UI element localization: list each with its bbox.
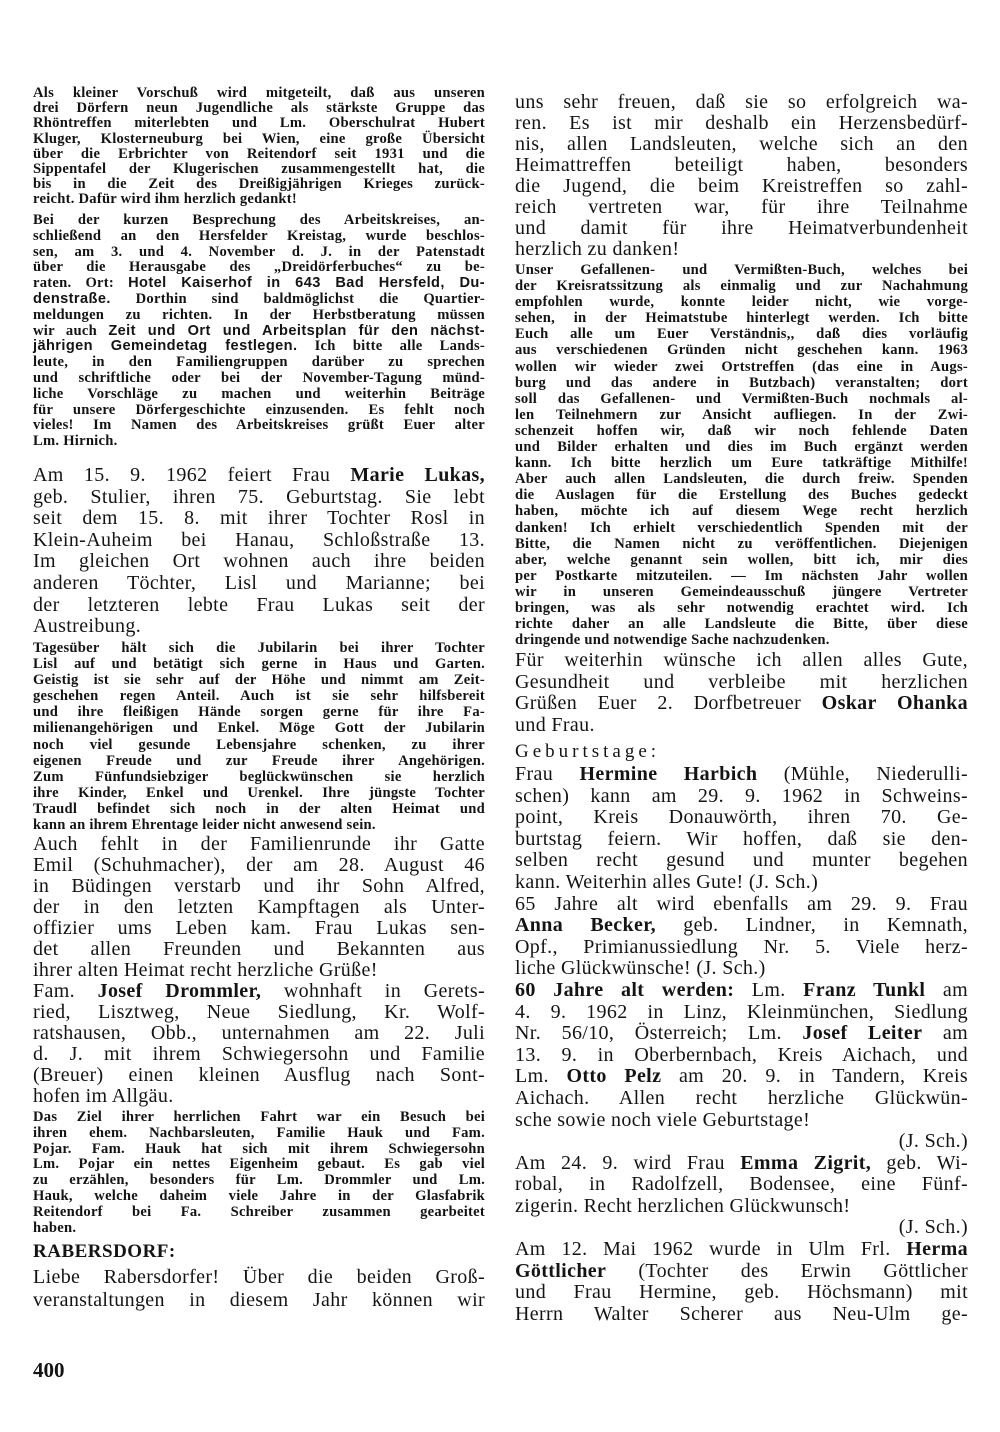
text-line [515,1153,968,1175]
text-line: Auch fehlt in der Familienrunde ihr Gatte [33,833,485,855]
text-line: Für weiterhin wünsche ich allen alles Gute, [515,649,968,671]
text-line: der letzteren lebte Frau Lukas seit der [33,593,485,616]
text-line: haben, möchte ich auf diesem Wege recht herzlich [515,503,968,520]
bold-text: Marie Lukas, [350,464,485,486]
text-line: 4. 9. 1962 in Linz, Kleinmünchen, Siedlung [515,1000,968,1023]
text-line: Bitte, die Namen nicht zu veröffentlichen. Diejenigen [515,535,968,552]
text-line: Als kleiner Vorschuß wird mitgeteilt, daß aus unseren [33,85,485,101]
bold-text: Oskar Ohanka [821,692,968,715]
text-line: (J. Sch.) [898,1216,968,1239]
article-memorial-book [515,262,968,648]
text-line: Opf., Primianussiedlung Nr. 5. Viele herz- [515,935,968,958]
text-line: 13. 9. in Oberbernbach, Kreis Aichach, und [515,1043,968,1066]
text-line: richte daher an alle Landsleute die Bitte, über diese [515,616,968,633]
text-line [515,764,968,786]
text-line: Klein-Auheim bei Hanau, Schloßstraße 13. [33,528,485,551]
paragraph [33,213,485,450]
text-segment: Am 15. 9. 1962 feiert Frau [33,464,351,486]
text-line [33,292,485,308]
text-segment: Fam. [33,980,98,1002]
text-line: zigerin. Recht herzlichen Glückwunsch! [515,1194,851,1217]
text-line [33,465,485,487]
paragraph [33,834,485,981]
text-line [515,915,968,937]
text-line [33,981,485,1002]
text-line: die Auslagen für die Erstellung des Buches gedeckt [515,487,968,504]
text-line: und Frau. [515,713,595,736]
paragraph [515,262,968,648]
text-segment: Dorthin sind baldmöglichst die Quartier- [110,290,485,307]
section-heading-birthdays [515,740,968,764]
text-line: meldungen zu richten. In der Herbstberatung müssen [33,306,485,323]
paragraph [515,740,968,764]
text-line [515,980,968,1002]
text-line: und Bilder erhalten und dies im Buch ergänzt werden [515,439,968,456]
text-line: dringende und notwendige Sache nachzudenken. [515,632,830,649]
text-line: Geistig ist sie sehr auf der Höhe und nimmt am Zeit- [33,672,485,689]
text-segment: wir auch [33,322,109,339]
text-line: zu erzählen, besonders für Lm. Drommler und Lm. [33,1172,485,1189]
text-line: schen) kann am 29. 9. 1962 in Schweins- [515,784,968,807]
text-line [33,276,485,292]
text-line: Bei der kurzen Besprechung des Arbeitskreises, an- [33,212,485,228]
text-line: burg und das andere in Butzbach) veranstalten; dort [515,374,968,391]
text-segment: am [922,1022,968,1045]
text-line: wollen wir wieder zwei Ortstreffen (das eine in Augs- [515,358,968,375]
text-line: Euch alle um Euer Verständnis,, daß dies vorläufig [515,326,968,343]
text-line: selben recht gesund und munter begehen [515,849,968,872]
text-line: offizier ums Leben kam. Frau Lukas sen- [33,917,485,939]
text-line: d. J. mit ihrem Schwiegersohn und Familie [33,1043,485,1065]
bold-text: Otto Pelz [566,1065,662,1088]
text-line: aber, welche genannt sein wollen, bitt ich, mir dies [515,551,968,568]
text-segment: Lm. [515,1065,567,1088]
bold-text: Hotel Kaiserhof in 643 Bad Hersfeld, Du- [128,275,485,292]
text-line: kann. Ich bitte herzlich um Eure tatkräftige Mithilfe! [515,455,968,472]
paragraph [33,1110,485,1236]
text-line: Herrn Walter Scherer aus Neu-Ulm ge- [515,1302,968,1325]
article-working-group [33,213,485,450]
text-line [515,1261,968,1283]
text-line: herzlich zu danken! [515,238,680,260]
text-line: der Kreisratssitzung als einmalig und zur Nachahmung [515,278,968,295]
text-segment: Lm. [734,978,804,1001]
bold-text: Anna Becker, [515,914,656,937]
text-line [515,693,968,715]
text-segment: am [925,978,969,1001]
text-line: drei Dörfern neun Jugendliche als stärkste Gruppe das [33,100,485,117]
text-line: milienangehörigen und Enkel. Möge Gott der Jubilarin [33,720,485,737]
text-line: Liebe Rabersdorfer! Über die beiden Groß- [33,1266,485,1288]
text-line [33,324,485,340]
birthday-list [515,764,968,1325]
text-line: Austreibung. [33,615,142,638]
text-line: Lm. Pojar ein nettes Eigenheim gebaut. Es gab viel [33,1156,485,1173]
text-line: Pojar. Fam. Hauk hat sich mit ihrem Schwiegersohn [33,1140,485,1157]
text-line: Rhöntreffen miterlebten und Lm. Oberschulrat Hubert [33,115,485,132]
bold-text: jährigen Gemeindetag festlegen. [33,338,298,355]
bold-text: Göttlicher [515,1259,607,1282]
text-line: reich vertreten war, für ihre Teilnahme [515,196,968,218]
text-line: Gesundheit und verbleibe mit herzlichen [515,670,968,693]
text-line: und damit für ihre Heimatverbundenheit [515,217,968,239]
page-number: 400 [33,1358,65,1382]
text-line: per Postkarte mitzuteilen. — Im nächsten Jahr wollen [515,567,968,584]
text-segment: Am 12. Mai 1962 wurde in Ulm Frl. [515,1238,907,1261]
text-line: vieles! Im Namen des Arbeitskreises grüßt Euer alter [33,417,485,434]
text-segment: raten. Ort: [33,275,129,292]
section-heading-rabersdorf [33,1240,485,1264]
paragraph [33,86,485,208]
text-line: noch viel gesunde Lebensjahre schenken, zu ihrer [33,736,485,753]
text-line: Lm. Hirnich. [33,433,118,450]
text-line: uns sehr freuen, daß sie so erfolgreich wa- [515,91,968,113]
text-line: Emil (Schuhmacher), der am 28. August 46 [33,854,485,876]
text-line: (Breuer) einen kleinen Ausflug nach Sont- [33,1064,485,1086]
text-line: ihrer alten Heimat recht herzliche Grüße! [33,959,378,981]
paragraph [515,92,968,260]
text-segment: Nr. 56/10, Österreich; Lm. [515,1022,803,1045]
text-line: point, Kreis Donauwörth, ihren 70. Ge- [515,806,968,829]
text-line: in Büdingen verstarb und ihr Sohn Alfred, [33,875,485,897]
text-line: Heimattreffen beteiligt haben, besonders [515,154,968,176]
paragraph [515,650,968,736]
text-segment: wohnhaft in Gerets- [261,980,485,1002]
text-line: len Teilnehmern zur Ansicht aufliegen. In der Zwi- [515,406,968,423]
paragraph [515,1153,968,1218]
text-line: schließend an den Hersfelder Kreistag, wurde beschlos- [33,227,485,244]
text-line: hofen im Allgäu. [33,1085,174,1107]
article-marie-lukas [33,465,485,638]
text-line: Geburtstage: [515,741,661,762]
text-line: sen, am 3. und 4. November d. J. in der Patenstadt [33,243,485,260]
text-line: Reitendorf bei Fa. Schreiber zusammen gearbeitet [33,1203,485,1220]
signature [515,1131,968,1153]
text-line: Traudl befindet sich noch in der alten Heimat und [33,800,485,817]
text-line: über die Erbrichter von Reitendorf seit 1931 und die [33,145,485,162]
text-segment: (Tochter des Erwin Göttlicher [606,1259,968,1282]
bold-text: Franz Tunkl [803,978,926,1001]
text-line: det allen Freunden und Bekannten aus [33,938,485,960]
text-line: 65 Jahre alt wird ebenfalls am 29. 9. Frau [515,892,968,915]
text-line: und Frau Hermine, geb. Höchsmann) mit [515,1281,968,1304]
text-line: und ihre fleißigen Hände sorgen gerne für ihre Fa- [33,704,485,721]
paragraph [33,640,485,833]
article-greetings [515,650,968,736]
text-line: geschehen regen Anteil. Auch ist sie sehr hilfsbereit [33,688,485,705]
article-drommler [33,834,485,1107]
text-line: soll das Gefallenen- und Vermißten-Buch nochmals al- [515,390,968,407]
text-line: Hauk, welche daheim viele Jahre in der Glasfabrik [33,1187,485,1204]
text-line: veranstaltungen in diesem Jahr können wir [33,1288,485,1311]
article-rabersdorf [33,1266,485,1311]
text-line: ratshausen, Obb., unternahmen am 22. Juli [33,1022,485,1044]
text-line: ihren ehem. Nachbarsleuten, Familie Hauk und Fam. [33,1124,485,1141]
article-jubilarin [33,640,485,833]
text-segment: Frau [515,763,580,785]
text-segment: Am 24. 9. wird Frau [515,1151,741,1174]
signature [515,1217,968,1239]
text-line: über die Herausgabe des „Dreidörferbuches“ zu be- [33,259,485,276]
text-line: robal, in Radolfzell, Bodensee, eine Fünf- [515,1173,968,1196]
article-thanks [515,92,968,260]
paragraph [33,465,485,638]
text-line: sehen, in der Heimatstube hinterlegt werden. Ich bitte [515,310,968,327]
text-line: seit dem 15. 8. mit ihrer Tochter Rosl in [33,507,485,530]
text-segment: geb. Wi- [871,1151,968,1174]
text-line [515,1023,968,1045]
paragraph [33,1240,485,1264]
text-line: wir in unseren Gemeindeausschuß jüngere Vertreter [515,583,968,600]
text-line: eigenen Freude und zur Freude ihrer Angehörigen. [33,752,485,769]
text-segment: am 20. 9. in Tandern, Kreis [661,1065,968,1088]
text-segment: (Mühle, Niederulli- [757,763,968,785]
text-line: Aber auch allen Landsleuten, die durch freiw. Spenden [515,471,968,488]
text-line: Aichach. Allen recht herzliche Glückwün- [515,1086,968,1109]
text-line: Zum Fünfundsiebziger beglückwünschen sie herzlich [33,768,485,785]
text-line: kann. Weiterhin alles Gute! (J. Sch.) [515,870,819,893]
text-line: burtstag feiern. Wir hoffen, daß sie den- [515,827,968,850]
text-line: die Jugend, die beim Kreistreffen so zahl- [515,175,968,197]
text-line: und schriftliche oder bei der November-Tagung münd- [33,369,485,386]
paragraph [515,1239,968,1325]
text-line: empfohlen wurde, konnte leider nicht, wie vorge- [515,294,968,311]
text-line: für unsere Dörfergeschichte einzusenden. Es fehlt noch [33,401,485,418]
text-line [515,1239,968,1261]
text-line: ihre Kinder, Enkel und Urenkel. Ihre jüngste Tochter [33,784,485,801]
bold-text: Josef Drommler, [97,980,262,1002]
bold-text: Zeit und Ort und Arbeitsplan für den nächst- [108,322,485,339]
article-youth-report [33,86,485,208]
text-segment: Ich bitte alle Lands- [297,338,485,355]
text-line: ren. Es ist mir deshalb ein Herzensbedürf- [515,112,968,134]
text-line: Tagesüber hält sich die Jubilarin bei ihrer Tochter [33,640,485,656]
text-line: (J. Sch.) [898,1130,968,1153]
text-line: liche Glückwünsche! (J. Sch.) [515,957,766,980]
text-line: bringen, was als sehr notwendig erachtet wird. Ich [515,599,968,616]
bold-text: Emma Zigrit, [740,1151,872,1174]
paragraph [33,981,485,1107]
paragraph [515,980,968,1131]
text-segment: Grüßen Euer 2. Dorfbetreuer [515,692,822,715]
text-line: leute, in den Familiengruppen darüber zu sprechen [33,354,485,371]
paragraph [515,894,968,980]
paragraph [515,764,968,894]
text-line: Das Ziel ihrer herrlichen Fahrt war ein Besuch bei [33,1109,485,1125]
text-line [515,1066,968,1088]
text-line: reicht. Dafür wird ihm herzlich gedankt! [33,191,298,208]
text-line: schenzeit hoffen wir, daß wir noch fehlende Daten [515,422,968,439]
text-line: Lisl auf und betätigt sich gerne in Haus und Garten. [33,656,485,673]
text-line: bis in die Zeit des Dreißigjährigen Krieges zurück- [33,176,485,193]
text-line: Kluger, Klosterneuburg bei Wien, eine große Übersicht [33,130,485,147]
text-segment: geb. Lindner, in Kemnath, [655,914,968,937]
text-line: liche Vorschläge zu machen und weiterhin Beiträge [33,385,485,402]
article-trip [33,1110,485,1236]
text-line: RABERSDORF: [33,1241,176,1262]
text-line: sche sowie noch viele Geburtstage! [515,1108,811,1131]
text-line: Sippentafel der Klugerischen zusammengestellt hat, die [33,161,485,178]
text-line: nis, allen Landsleuten, welche sich an den [515,133,968,155]
paragraph [33,1266,485,1311]
text-line [33,339,485,355]
text-line: danken! Ich erhielt verschiedentlich Spenden mit der [515,519,968,536]
text-line: kann an ihrem Ehrentage leider nicht anwesend sein. [33,817,376,834]
text-line: ried, Lisztweg, Neue Siedlung, Kr. Wolf- [33,1001,485,1023]
text-line: der in den letzten Kampftagen als Unter- [33,896,485,918]
bold-text: Herma [906,1238,968,1261]
text-line: haben. [33,1219,77,1236]
bold-text: Josef Leiter [802,1022,923,1045]
text-line: anderen Töchter, Lisl und Marianne; bei [33,571,485,594]
text-line: Unser Gefallenen- und Vermißten-Buch, welches bei [515,262,968,278]
bold-text: Hermine Harbich [579,763,758,785]
bold-text: denstraße. [33,290,111,307]
bold-text: 60 Jahre alt werden: [515,978,735,1001]
text-line: geb. Stulier, ihren 75. Geburtstag. Sie lebt [33,485,485,508]
text-line: Im gleichen Ort wohnen auch ihre beiden [33,550,485,573]
text-line: aus verschiedenen Gründen nicht geschehen kann. 1963 [515,342,968,359]
